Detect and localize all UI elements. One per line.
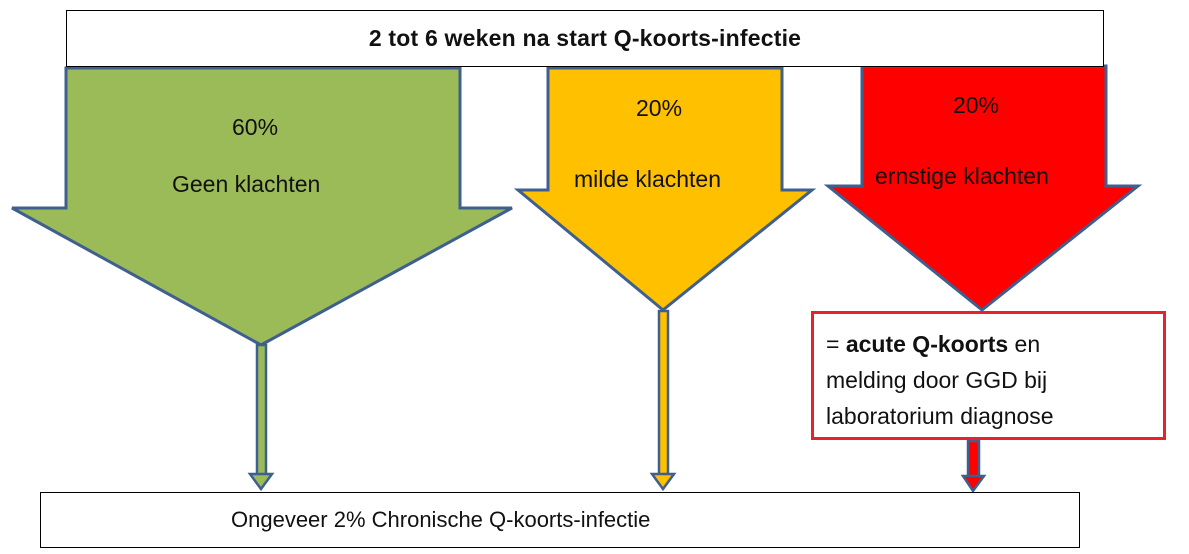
note-line-1	[826, 326, 1163, 362]
orange-percent: 20%	[636, 95, 683, 121]
green-arrow	[12, 68, 512, 345]
orange-label: milde klachten	[574, 166, 722, 192]
header-box	[66, 10, 1104, 67]
footer-text: Ongeveer 2% Chronische Q-koorts-infectie	[231, 507, 651, 532]
header-title: 2 tot 6 weken na start Q-koorts-infectie	[368, 25, 802, 51]
orange-down-arrow	[652, 311, 674, 489]
red-percent: 20%	[953, 92, 1000, 118]
acute-note-box	[811, 311, 1166, 440]
footer-box	[40, 492, 1080, 548]
note-line-2: melding door GGD bij	[826, 367, 1048, 393]
note-prefix: =	[826, 331, 846, 357]
red-label: ernstige klachten	[875, 163, 1049, 189]
note-line1-rest: en	[1008, 331, 1041, 357]
green-down-arrow	[250, 345, 272, 489]
green-label: Geen klachten	[172, 171, 321, 197]
red-down-arrow	[963, 441, 984, 491]
green-percent: 60%	[232, 114, 279, 140]
note-bold-term: acute Q-koorts	[845, 331, 1009, 357]
note-line-3: laboratorium diagnose	[826, 403, 1054, 429]
